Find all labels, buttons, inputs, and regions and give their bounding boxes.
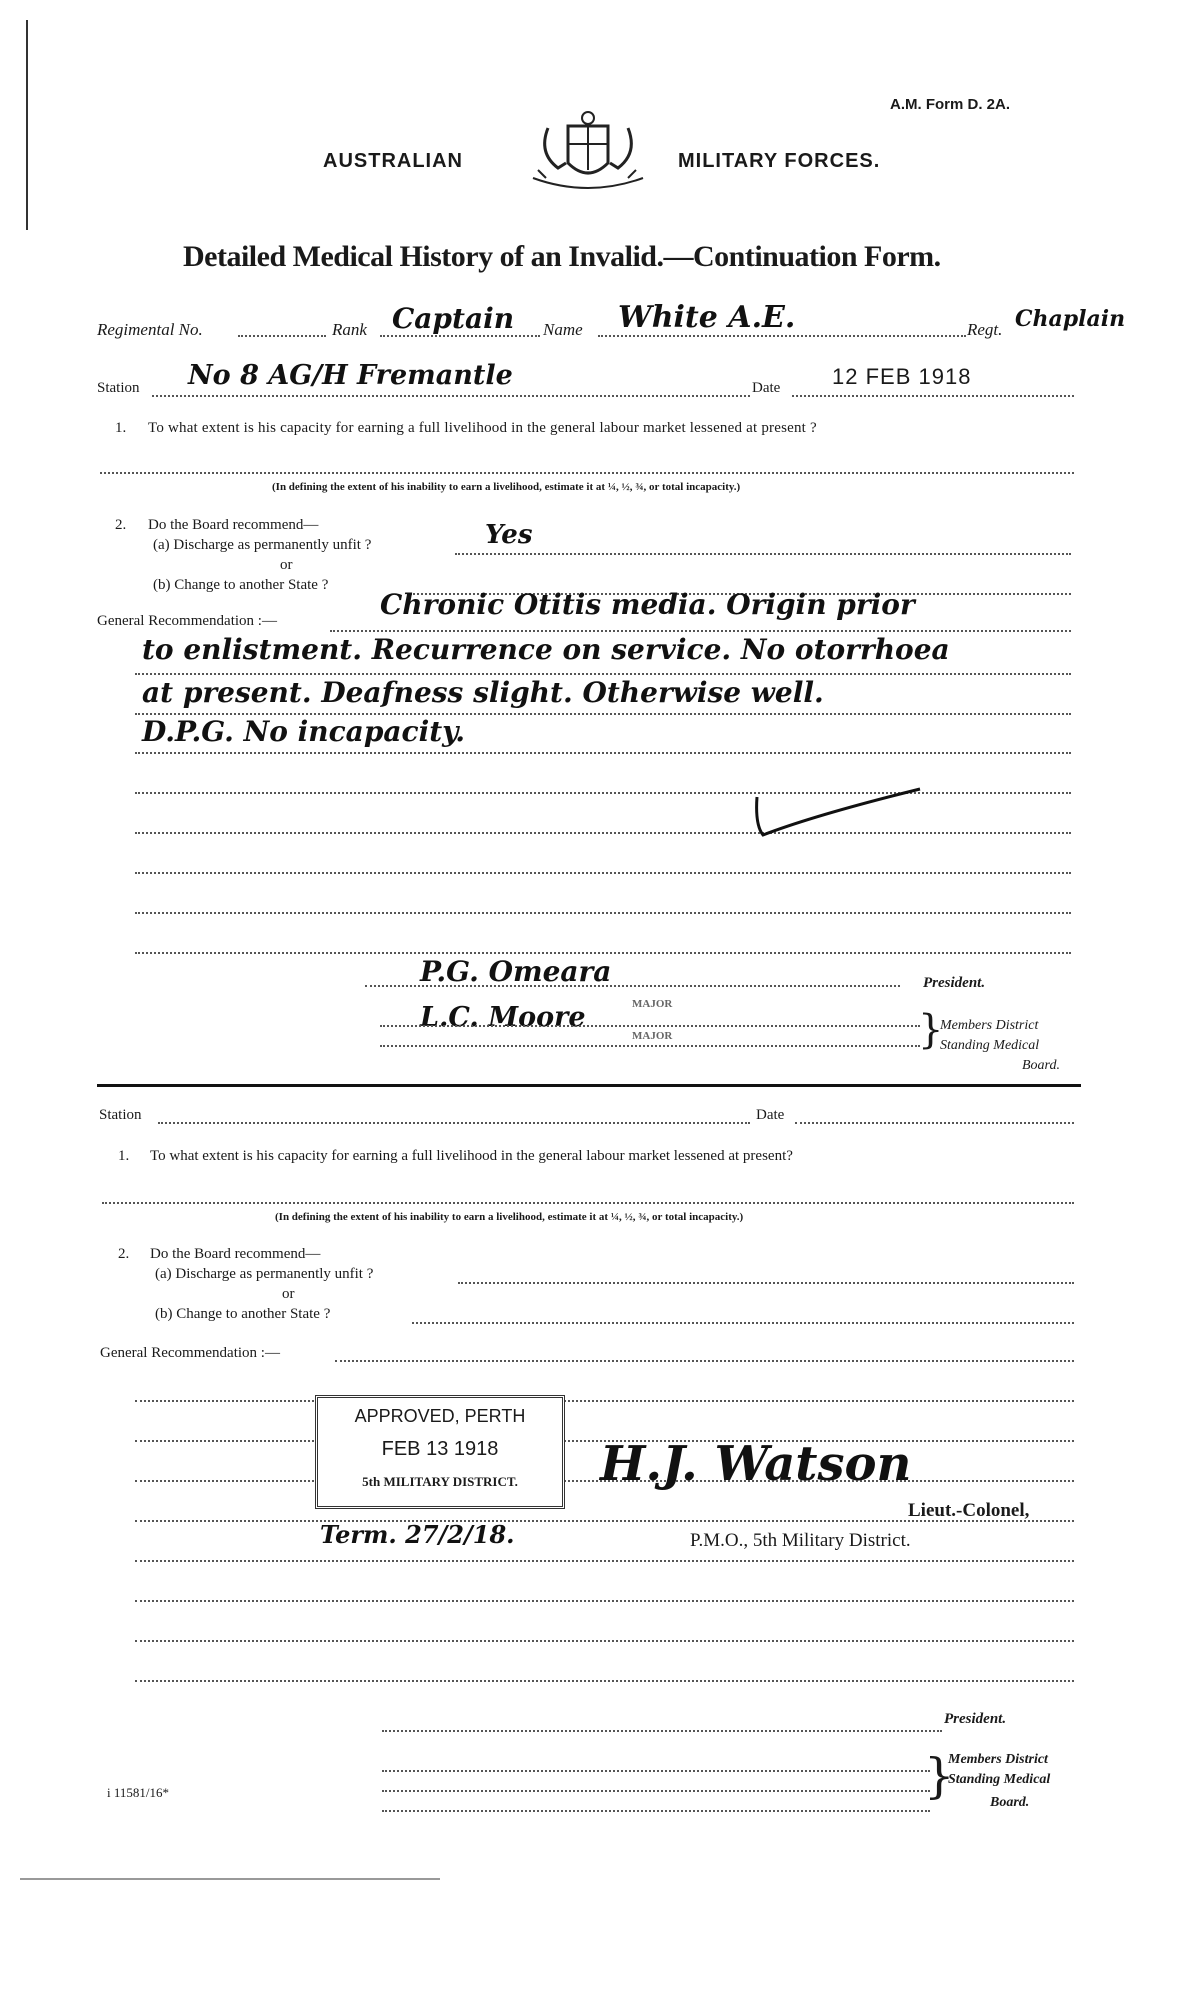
- q1-note: (In defining the extent of his inability to earn a livelihood, estimate it at ¼, ½, ¾, or total incapacity.): [272, 481, 741, 493]
- q1-number: 1.: [115, 420, 127, 436]
- member-line-5: [382, 1810, 930, 1812]
- form-title: Detailed Medical History of an Invalid.—Continuation Form.: [183, 240, 941, 273]
- scan-mark-bottom: [20, 1878, 440, 1880]
- date-field: [792, 395, 1074, 397]
- name-value: White A.E.: [618, 300, 796, 335]
- header-left: AUSTRALIAN: [323, 150, 463, 172]
- section-divider: [97, 1084, 1081, 1087]
- q2-or-2: or: [282, 1286, 295, 1302]
- rec-line-8: [135, 912, 1071, 914]
- member-line-4: [382, 1790, 930, 1792]
- name-label: Name: [543, 320, 583, 339]
- rec-line-2: [135, 673, 1071, 675]
- president-signature-1: P.G. Omeara: [420, 955, 612, 988]
- members-label-1a: Members District: [940, 1018, 1039, 1033]
- rec2-line-1: [335, 1360, 1074, 1362]
- rec-line-9: [135, 952, 1071, 954]
- q1-note-2: (In defining the extent of his inability to earn a livelihood, estimate it at ¼, ½, ¾, or total incapacity.): [275, 1211, 744, 1223]
- station-field-2: [158, 1122, 750, 1124]
- member-line-1: [380, 1025, 920, 1027]
- q2-b-field-2: [412, 1322, 1074, 1324]
- members-label-1b: Standing Medical: [940, 1038, 1040, 1053]
- regt-label: Regt.: [967, 320, 1003, 339]
- header-right: MILITARY FORCES.: [678, 150, 881, 172]
- member-line-2: [380, 1045, 920, 1047]
- date-label: Date: [752, 380, 781, 396]
- rank-field: [380, 335, 540, 337]
- rec2-line-9: [135, 1680, 1074, 1682]
- checkmark-icon: [755, 785, 925, 845]
- regimental-no-field: [238, 335, 326, 337]
- q2-a-label-2: (a) Discharge as permanently unfit ?: [155, 1266, 374, 1282]
- q2-a-field-2: [458, 1282, 1074, 1284]
- q2-number: 2.: [115, 517, 127, 533]
- q2-a-value: Yes: [485, 520, 533, 550]
- rank-value: Captain: [392, 302, 515, 335]
- regimental-no-label: Regimental No.: [97, 320, 203, 339]
- q1-text: To what extent is his capacity for earning a full livelihood in the general labour market lessened at present ?: [148, 420, 817, 436]
- q2-a-label: (a) Discharge as permanently unfit ?: [153, 537, 372, 553]
- members-label-2b: Standing Medical: [948, 1772, 1051, 1787]
- pmo-signature: H.J. Watson: [600, 1436, 912, 1492]
- member-stamp-2: MAJOR: [632, 1030, 673, 1042]
- member-stamp-1: MAJOR: [632, 998, 673, 1010]
- rec2-line-6: [135, 1560, 1074, 1562]
- brace-2: }: [924, 1748, 955, 1804]
- members-label-1c: Board.: [1022, 1058, 1060, 1073]
- member-signature-1: L.C. Moore: [420, 1002, 586, 1033]
- date-label-2: Date: [756, 1107, 785, 1123]
- station-field: [152, 395, 750, 397]
- president-label-2: President.: [944, 1711, 1007, 1727]
- regt-value: Chaplain: [1015, 306, 1126, 332]
- approval-stamp: [315, 1395, 565, 1509]
- rec2-line-2: [135, 1400, 1074, 1402]
- q1-text-2: To what extent is his capacity for earning a full livelihood in the general labour market lessened at present?: [150, 1148, 793, 1164]
- print-code: i 11581/16*: [107, 1785, 169, 1800]
- rec-text-4: D.P.G. No incapacity.: [142, 715, 465, 748]
- rec2-line-7: [135, 1600, 1074, 1602]
- pmo-office: P.M.O., 5th Military District.: [690, 1530, 911, 1551]
- q2-b-label-2: (b) Change to another State ?: [155, 1306, 331, 1322]
- coat-of-arms-icon: [518, 108, 658, 198]
- q2-b-label: (b) Change to another State ?: [153, 577, 329, 593]
- rec-text-1: Chronic Otitis media. Origin prior: [380, 588, 915, 621]
- q2-text: Do the Board recommend—: [148, 517, 319, 533]
- q1-answer-field: [100, 472, 1074, 474]
- rec-line-4: [135, 752, 1071, 754]
- date-value: 12 FEB 1918: [832, 364, 972, 389]
- rec-text-2: to enlistment. Recurrence on service. No otorrhoea: [142, 633, 950, 666]
- member-line-3: [382, 1770, 930, 1772]
- stamp-line-2: FEB 13 1918: [381, 1438, 499, 1460]
- general-recommendation-label-2: General Recommendation :—: [100, 1345, 280, 1361]
- general-recommendation-label: General Recommendation :—: [97, 613, 277, 629]
- brace-1: }: [918, 1007, 944, 1053]
- q1-answer-field-2: [102, 1202, 1074, 1204]
- president-label-1: President.: [923, 975, 986, 991]
- rec-line-6: [135, 832, 1071, 834]
- q2-or: or: [280, 557, 293, 573]
- station-label-2: Station: [99, 1107, 142, 1123]
- q2-a-field: [455, 553, 1071, 555]
- q1-number-2: 1.: [118, 1148, 130, 1164]
- q2-number-2: 2.: [118, 1246, 130, 1262]
- name-field: [598, 335, 966, 337]
- rec2-line-8: [135, 1640, 1074, 1642]
- stamp-line-3: 5th MILITARY DISTRICT.: [362, 1474, 518, 1489]
- handwritten-note: Term. 27/2/18.: [320, 1520, 515, 1549]
- president-line-2: [382, 1730, 942, 1732]
- rec-line-1: [330, 630, 1071, 632]
- members-label-2a: Members District: [948, 1752, 1048, 1767]
- form-id: A.M. Form D. 2A.: [890, 96, 1011, 113]
- rank-label: Rank: [332, 320, 367, 339]
- rec-line-5: [135, 792, 1071, 794]
- pmo-rank: Lieut.-Colonel,: [908, 1500, 1030, 1521]
- date-field-2: [795, 1122, 1074, 1124]
- members-label-2c: Board.: [990, 1795, 1030, 1810]
- station-label: Station: [97, 380, 140, 396]
- rec-line-7: [135, 872, 1071, 874]
- stamp-line-1: APPROVED, PERTH: [354, 1406, 526, 1426]
- scan-mark-left: [26, 20, 32, 230]
- q2-text-2: Do the Board recommend—: [150, 1246, 321, 1262]
- rec-text-3: at present. Deafness slight. Otherwise well.: [142, 676, 824, 709]
- station-value: No 8 AG/H Fremantle: [188, 360, 513, 391]
